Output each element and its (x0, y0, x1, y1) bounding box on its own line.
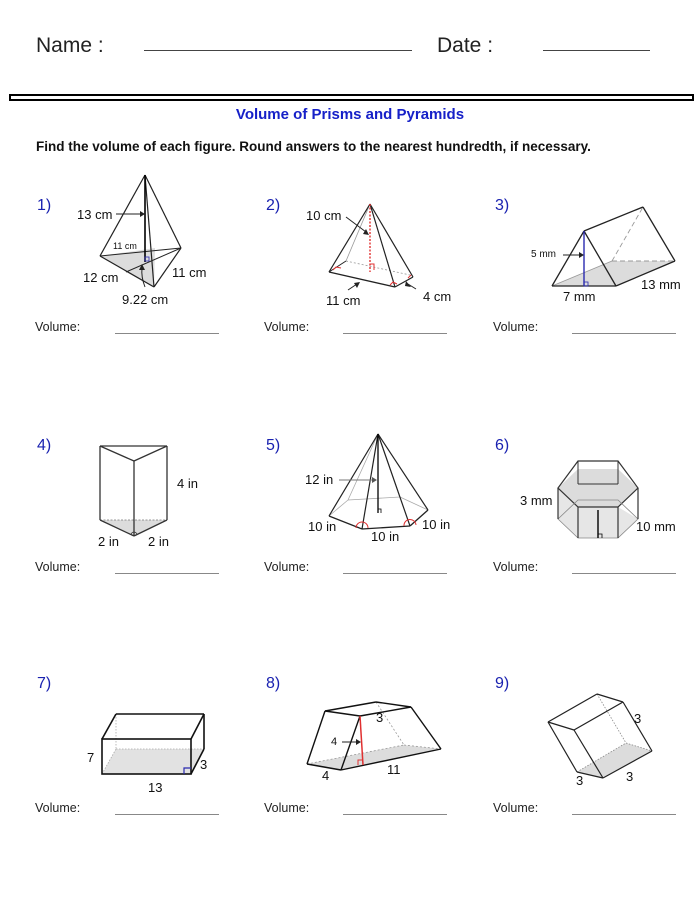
label-length: 13 mm (641, 277, 681, 292)
problem-number: 8) (266, 675, 281, 692)
label-base-height: 9.22 cm (122, 292, 169, 307)
label-side-right: 10 in (422, 517, 451, 532)
label-side: 10 mm (636, 519, 676, 534)
label-width: 3 (200, 757, 208, 772)
label-leg-left: 2 in (98, 534, 119, 549)
problem-number: 1) (37, 197, 52, 214)
volume-label: Volume: (493, 560, 539, 574)
date-label: Date : (437, 34, 494, 57)
label-height: 7 (87, 750, 95, 765)
name-label: Name : (36, 34, 104, 57)
label-side-bottom: 10 in (371, 529, 400, 544)
label-length: 11 cm (326, 293, 361, 308)
problem-number: 6) (495, 437, 510, 454)
label-leg-right: 2 in (148, 534, 169, 549)
volume-label: Volume: (264, 801, 310, 815)
label-width: 4 cm (423, 289, 452, 304)
label-top: 3 (376, 710, 384, 725)
label-bottom: 4 (322, 768, 330, 783)
label-edge-right: 3 (634, 711, 642, 726)
worksheet-title: Volume of Prisms and Pyramids (235, 106, 465, 123)
label-length: 11 (387, 762, 401, 777)
label-base: 7 mm (563, 289, 596, 304)
label-length: 13 (148, 780, 163, 795)
label-side-left: 10 in (308, 519, 337, 534)
label-height: 5 mm (531, 249, 556, 260)
volume-label: Volume: (35, 801, 81, 815)
answer-field-9[interactable] (572, 814, 676, 815)
volume-label: Volume: (264, 320, 310, 334)
label-height: 4 (331, 736, 338, 748)
label-height: 4 in (177, 476, 198, 491)
problem-number: 7) (37, 675, 52, 692)
label-height: 13 cm (77, 207, 113, 222)
problem-number: 4) (37, 437, 52, 454)
label-edge-bottom-right: 3 (626, 769, 634, 784)
label-height: 10 cm (306, 208, 342, 223)
problem-number: 9) (495, 675, 510, 692)
label-height: 12 in (305, 472, 334, 487)
label-base-right: 11 cm (172, 265, 207, 280)
label-base-top: 11 cm (113, 241, 137, 251)
problem-number: 5) (266, 437, 281, 454)
instructions: Find the volume of each figure. Round answers to the nearest hundredth, if necessary. (36, 139, 591, 154)
volume-label: Volume: (35, 560, 81, 574)
problem-number: 2) (266, 197, 281, 214)
label-edge-bottom-left: 3 (576, 773, 584, 788)
volume-label: Volume: (264, 560, 310, 574)
volume-label: Volume: (493, 801, 539, 815)
volume-label: Volume: (493, 320, 539, 334)
volume-label: Volume: (35, 320, 81, 334)
label-height: 3 mm (520, 493, 553, 508)
label-base-left: 12 cm (83, 270, 119, 285)
problem-number: 3) (495, 197, 510, 214)
